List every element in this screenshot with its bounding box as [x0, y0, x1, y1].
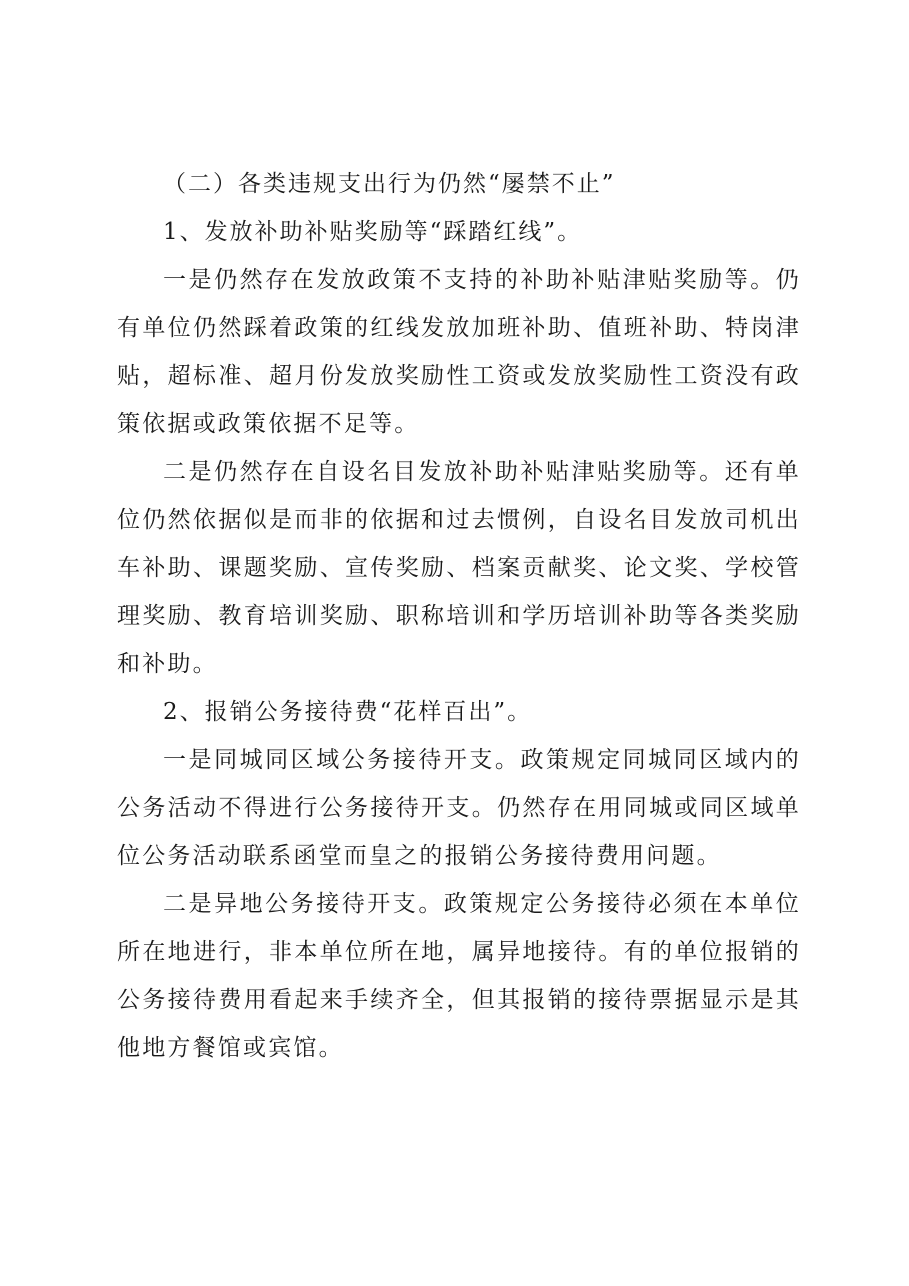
subsection-heading-2: 2、报销公务接待费“花样百出”。: [163, 699, 533, 725]
section-heading: （二）各类违规支出行为仍然“屡禁不止”: [163, 171, 616, 197]
document-body: [117, 160, 801, 1072]
body-paragraph: 二是仍然存在自设名目发放补助补贴津贴奖励等。还有单位仍然依据似是而非的依据和过去惯例，自设名目发放司机出车补助、课题奖励、宣传奖励、档案贡献奖、论文奖、学校管理奖励、教育培训奖励、职称培训和学历培训补助等各类奖励和补助。: [117, 459, 801, 677]
body-paragraph: 一是仍然存在发放政策不支持的补助补贴津贴奖励等。仍有单位仍然踩着政策的红线发放加班补助、值班补助、特岗津贴，超标准、超月份发放奖励性工资或发放奖励性工资没有政策依据或政策依据不足等。: [117, 267, 801, 437]
body-paragraph: 二是异地公务接待开支。政策规定公务接待必须在本单位所在地进行，非本单位所在地，属异地接待。有的单位报销的公务接待费用看起来手续齐全，但其报销的接待票据显示是其他地方餐馆或宾馆。: [117, 891, 801, 1061]
body-paragraph: 一是同城同区域公务接待开支。政策规定同城同区域内的公务活动不得进行公务接待开支。仍然存在用同城或同区域单位公务活动联系函堂而皇之的报销公务接待费用问题。: [117, 747, 801, 869]
subsection-heading-1: 1、发放补助补贴奖励等“踩踏红线”。: [163, 219, 583, 245]
